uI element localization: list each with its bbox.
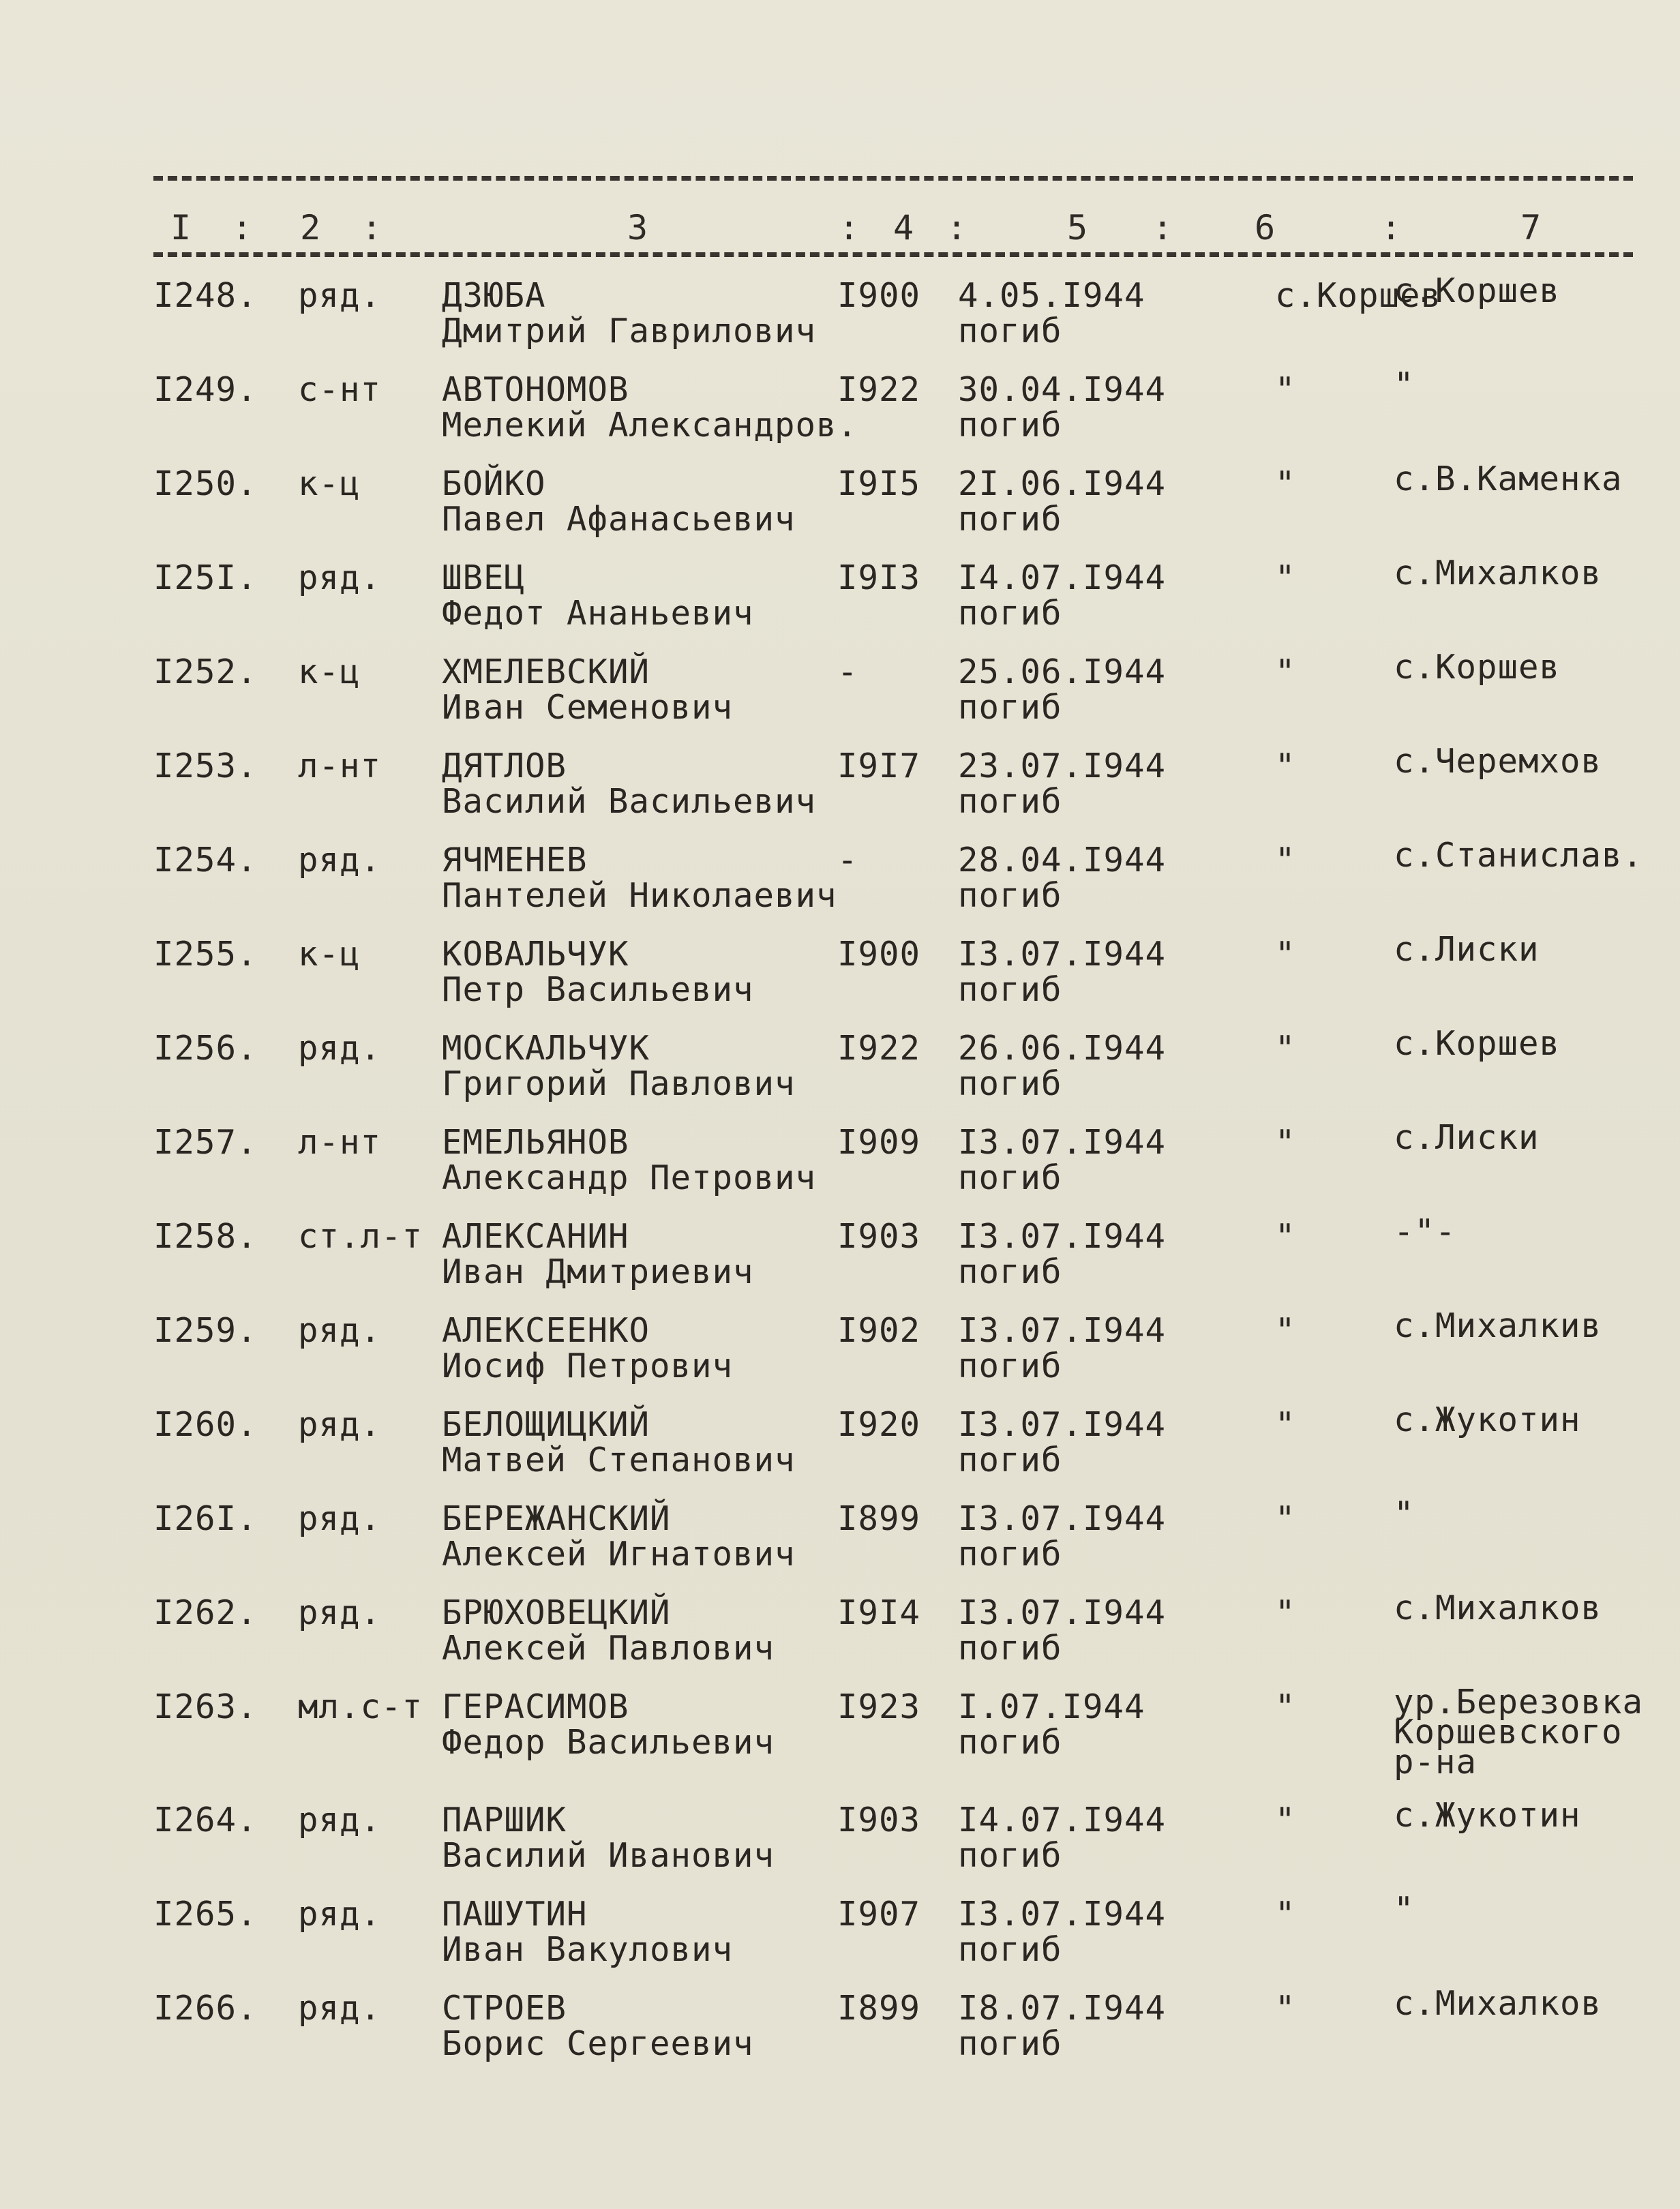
record-number: I266. — [153, 1989, 258, 2028]
military-rank: л-нт — [298, 1123, 382, 1162]
burial-place-line: р-на — [1394, 1743, 1478, 1782]
death-date: I3.07.I944 — [958, 1895, 1167, 1934]
death-status: погиб — [958, 782, 1062, 821]
death-status: погиб — [958, 1252, 1062, 1291]
birth-year: I902 — [837, 1311, 921, 1350]
place-of-death: " — [1275, 841, 1296, 880]
place-of-death: " — [1275, 1989, 1296, 2028]
burial-place — [1394, 836, 1644, 875]
burial-place — [1394, 930, 1540, 969]
burial-place-line: с.Лиски — [1394, 930, 1540, 969]
death-date: I4.07.I944 — [958, 558, 1167, 597]
death-status: погиб — [958, 1723, 1062, 1762]
given-name: Василий Иванович — [442, 1836, 775, 1875]
burial-place — [1394, 1683, 1644, 1782]
column-header-1: I — [170, 208, 192, 247]
death-status: погиб — [958, 1064, 1062, 1103]
column-header-2: 2 — [300, 208, 321, 247]
burial-place — [1394, 1984, 1602, 2023]
burial-place — [1394, 365, 1415, 404]
record-number: I252. — [153, 652, 258, 691]
burial-place-line: с.Михалков — [1394, 1589, 1602, 1627]
table-row — [0, 1306, 1680, 1393]
place-of-death: " — [1275, 935, 1296, 974]
death-date: 2I.06.I944 — [958, 464, 1167, 503]
record-number: I264. — [153, 1801, 258, 1839]
birth-year: I903 — [837, 1801, 921, 1839]
given-name: Матвей Степанович — [442, 1441, 796, 1479]
surname: ДЗЮБА — [442, 276, 546, 315]
death-status: погиб — [958, 970, 1062, 1009]
death-date: 25.06.I944 — [958, 652, 1167, 691]
place-of-death: " — [1275, 1123, 1296, 1162]
burial-place — [1394, 1212, 1456, 1251]
death-status: погиб — [958, 594, 1062, 633]
record-number: I260. — [153, 1405, 258, 1444]
given-name: Мелекий Александров. — [442, 406, 858, 445]
record-number: I262. — [153, 1593, 258, 1632]
death-date: 4.05.I944 — [958, 276, 1145, 315]
military-rank: с-нт — [298, 370, 382, 409]
surname: ШВЕЦ — [442, 558, 526, 597]
death-status: погиб — [958, 1629, 1062, 1668]
burial-place — [1394, 1400, 1581, 1439]
surname: ГЕРАСИМОВ — [442, 1687, 629, 1726]
place-of-death: " — [1275, 1593, 1296, 1632]
place-of-death: " — [1275, 652, 1296, 691]
column-header-6: 6 — [1255, 208, 1276, 247]
column-header-5: 5 — [1067, 208, 1088, 247]
given-name: Иван Вакулович — [442, 1930, 734, 1969]
birth-year: I900 — [837, 935, 921, 974]
burial-place — [1394, 271, 1561, 310]
record-number: I248. — [153, 276, 258, 315]
birth-year: I9I5 — [837, 464, 921, 503]
surname: БРЮХОВЕЦКИЙ — [442, 1593, 671, 1632]
death-status: погиб — [958, 688, 1062, 727]
record-number: I253. — [153, 747, 258, 785]
military-rank: л-нт — [298, 747, 382, 785]
given-name: Иван Дмитриевич — [442, 1252, 754, 1291]
military-rank: ряд. — [298, 1405, 382, 1444]
birth-year: I899 — [837, 1499, 921, 1538]
given-name: Иосиф Петрович — [442, 1347, 734, 1385]
death-date: 23.07.I944 — [958, 747, 1167, 785]
burial-place — [1394, 1796, 1581, 1835]
birth-year: I907 — [837, 1895, 921, 1934]
column-header-7: 7 — [1520, 208, 1542, 247]
surname: АВТОНОМОВ — [442, 370, 629, 409]
death-status: погиб — [958, 1930, 1062, 1969]
header-rule-bottom — [153, 252, 1633, 257]
military-rank: к-ц — [298, 935, 361, 974]
military-rank: ст.л-т — [298, 1217, 423, 1256]
surname: СТРОЕВ — [442, 1989, 567, 2028]
military-rank: ряд. — [298, 1989, 382, 2028]
burial-place-line: с.Михалков — [1394, 554, 1602, 592]
birth-year: I9I4 — [837, 1593, 921, 1632]
table-row — [0, 1589, 1680, 1675]
given-name: Алексей Павлович — [442, 1629, 775, 1668]
table-row — [0, 836, 1680, 922]
record-number: I265. — [153, 1895, 258, 1934]
burial-place — [1394, 460, 1623, 498]
burial-place — [1394, 554, 1602, 592]
record-number: I250. — [153, 464, 258, 503]
birth-year: I923 — [837, 1687, 921, 1726]
surname: ЯЧМЕНЕВ — [442, 841, 588, 880]
place-of-death: " — [1275, 1217, 1296, 1256]
burial-place-line: с.Михалков — [1394, 1984, 1602, 2023]
military-rank: ряд. — [298, 1895, 382, 1934]
death-status: погиб — [958, 876, 1062, 915]
death-date: I4.07.I944 — [958, 1801, 1167, 1839]
death-date: 30.04.I944 — [958, 370, 1167, 409]
burial-place — [1394, 1494, 1415, 1533]
column-separator: : — [946, 208, 967, 247]
column-separator: : — [839, 208, 860, 247]
military-rank: ряд. — [298, 841, 382, 880]
place-of-death: " — [1275, 1405, 1296, 1444]
death-date: I3.07.I944 — [958, 1593, 1167, 1632]
military-rank: к-ц — [298, 652, 361, 691]
given-name: Алексей Игнатович — [442, 1535, 796, 1574]
place-of-death: " — [1275, 1801, 1296, 1839]
death-date: I3.07.I944 — [958, 935, 1167, 974]
surname: БЕРЕЖАНСКИЙ — [442, 1499, 671, 1538]
death-status: погиб — [958, 1441, 1062, 1479]
table-row — [0, 930, 1680, 1017]
death-status: погиб — [958, 1836, 1062, 1875]
burial-place-line: с.Коршев — [1394, 648, 1561, 687]
burial-place-line: с.Станислав. — [1394, 836, 1644, 875]
record-number: I256. — [153, 1029, 258, 1068]
burial-place-line: с.Жукотин — [1394, 1400, 1581, 1439]
surname: АЛЕКСАНИН — [442, 1217, 629, 1256]
death-status: погиб — [958, 1158, 1062, 1197]
column-separator: : — [232, 208, 253, 247]
surname: ПАРШИК — [442, 1801, 567, 1839]
place-of-death: " — [1275, 1895, 1296, 1934]
death-status: погиб — [958, 1535, 1062, 1574]
burial-place-line: с.Коршев — [1394, 271, 1561, 310]
table-row — [0, 1683, 1680, 1782]
burial-place — [1394, 1890, 1415, 1929]
column-separator: : — [361, 208, 382, 247]
death-date: I3.07.I944 — [958, 1311, 1167, 1350]
table-row — [0, 1400, 1680, 1487]
death-date: I3.07.I944 — [958, 1499, 1167, 1538]
table-row — [0, 742, 1680, 828]
given-name: Федор Васильевич — [442, 1723, 775, 1762]
given-name: Иван Семенович — [442, 688, 734, 727]
given-name: Борис Сергеевич — [442, 2024, 754, 2063]
record-number: I263. — [153, 1687, 258, 1726]
place-of-death: " — [1275, 1029, 1296, 1068]
burial-place — [1394, 1589, 1602, 1627]
burial-place — [1394, 1024, 1561, 1063]
surname: ПАШУТИН — [442, 1895, 588, 1934]
burial-place-line: с.Лиски — [1394, 1118, 1540, 1157]
surname: МОСКАЛЬЧУК — [442, 1029, 650, 1068]
birth-year: I9I7 — [837, 747, 921, 785]
place-of-death: " — [1275, 1687, 1296, 1726]
given-name: Петр Васильевич — [442, 970, 754, 1009]
record-number: I259. — [153, 1311, 258, 1350]
birth-year: I903 — [837, 1217, 921, 1256]
death-date: I3.07.I944 — [958, 1123, 1167, 1162]
birth-year: I899 — [837, 1989, 921, 2028]
table-row — [0, 460, 1680, 546]
military-rank: ряд. — [298, 1311, 382, 1350]
military-rank: мл.с-т — [298, 1687, 423, 1726]
table-row — [0, 365, 1680, 452]
table-row — [0, 1984, 1680, 2071]
record-number: I249. — [153, 370, 258, 409]
burial-place-line: " — [1394, 365, 1415, 404]
death-date: I8.07.I944 — [958, 1989, 1167, 2028]
death-status: погиб — [958, 1347, 1062, 1385]
given-name: Пантелей Николаевич — [442, 876, 837, 915]
military-rank: ряд. — [298, 1029, 382, 1068]
surname: КОВАЛЬЧУК — [442, 935, 629, 974]
table-row — [0, 1796, 1680, 1882]
birth-year: I920 — [837, 1405, 921, 1444]
burial-place — [1394, 1306, 1602, 1345]
record-number: I254. — [153, 841, 258, 880]
burial-place-line: с.Жукотин — [1394, 1796, 1581, 1835]
burial-place-line: с.Коршев — [1394, 1024, 1561, 1063]
burial-place-line: с.В.Каменка — [1394, 460, 1623, 498]
military-rank: ряд. — [298, 1593, 382, 1632]
table-row — [0, 1890, 1680, 1977]
burial-place-line: с.Черемхов — [1394, 742, 1602, 781]
birth-year: I9I3 — [837, 558, 921, 597]
surname: ХМЕЛЕВСКИЙ — [442, 652, 650, 691]
birth-year: I909 — [837, 1123, 921, 1162]
military-rank: ряд. — [298, 558, 382, 597]
surname: ДЯТЛОВ — [442, 747, 567, 785]
birth-year: - — [837, 841, 858, 880]
military-rank: к-ц — [298, 464, 361, 503]
table-row — [0, 1118, 1680, 1205]
death-date: 26.06.I944 — [958, 1029, 1167, 1068]
record-number: I25I. — [153, 558, 258, 597]
burial-place-line: Коршевского — [1394, 1713, 1623, 1752]
burial-place-line: с.Михалкив — [1394, 1306, 1602, 1345]
burial-place-line: " — [1394, 1890, 1415, 1929]
surname: БЕЛОЩИЦКИЙ — [442, 1405, 650, 1444]
record-number: I257. — [153, 1123, 258, 1162]
given-name: Григорий Павлович — [442, 1064, 796, 1103]
place-of-death: с.Коршев — [1275, 276, 1442, 315]
given-name: Дмитрий Гаврилович — [442, 312, 817, 350]
column-header-3: 3 — [627, 208, 648, 247]
column-header-4: 4 — [893, 208, 914, 247]
birth-year: I922 — [837, 1029, 921, 1068]
birth-year: I922 — [837, 370, 921, 409]
burial-place-line: ур.Березовка — [1394, 1683, 1644, 1722]
death-status: погиб — [958, 312, 1062, 350]
birth-year: - — [837, 652, 858, 691]
surname: АЛЕКСЕЕНКО — [442, 1311, 650, 1350]
death-status: погиб — [958, 2024, 1062, 2063]
death-date: I3.07.I944 — [958, 1405, 1167, 1444]
table-row — [0, 1024, 1680, 1111]
death-status: погиб — [958, 406, 1062, 445]
given-name: Александр Петрович — [442, 1158, 817, 1197]
military-rank: ряд. — [298, 276, 382, 315]
table-row — [0, 554, 1680, 640]
table-row — [0, 648, 1680, 734]
place-of-death: " — [1275, 1311, 1296, 1350]
birth-year: I900 — [837, 276, 921, 315]
record-number: I258. — [153, 1217, 258, 1256]
place-of-death: " — [1275, 464, 1296, 503]
place-of-death: " — [1275, 747, 1296, 785]
death-date: I3.07.I944 — [958, 1217, 1167, 1256]
burial-place — [1394, 648, 1561, 687]
record-number: I255. — [153, 935, 258, 974]
place-of-death: " — [1275, 1499, 1296, 1538]
given-name: Павел Афанасьевич — [442, 500, 796, 539]
place-of-death: " — [1275, 558, 1296, 597]
table-row — [0, 271, 1680, 358]
given-name: Федот Ананьевич — [442, 594, 754, 633]
surname: БОЙКО — [442, 464, 546, 503]
surname: ЕМЕЛЬЯНОВ — [442, 1123, 629, 1162]
header-rule-top — [153, 176, 1633, 181]
table-row — [0, 1212, 1680, 1299]
burial-place — [1394, 742, 1602, 781]
burial-place — [1394, 1118, 1540, 1157]
burial-place-line: -"- — [1394, 1212, 1456, 1251]
military-rank: ряд. — [298, 1801, 382, 1839]
column-separator: : — [1381, 208, 1402, 247]
burial-place-line: " — [1394, 1494, 1415, 1533]
table-row — [0, 1494, 1680, 1581]
given-name: Василий Васильевич — [442, 782, 817, 821]
death-date: I.07.I944 — [958, 1687, 1145, 1726]
column-separator: : — [1152, 208, 1173, 247]
death-date: 28.04.I944 — [958, 841, 1167, 880]
military-rank: ряд. — [298, 1499, 382, 1538]
place-of-death: " — [1275, 370, 1296, 409]
record-number: I26I. — [153, 1499, 258, 1538]
death-status: погиб — [958, 500, 1062, 539]
